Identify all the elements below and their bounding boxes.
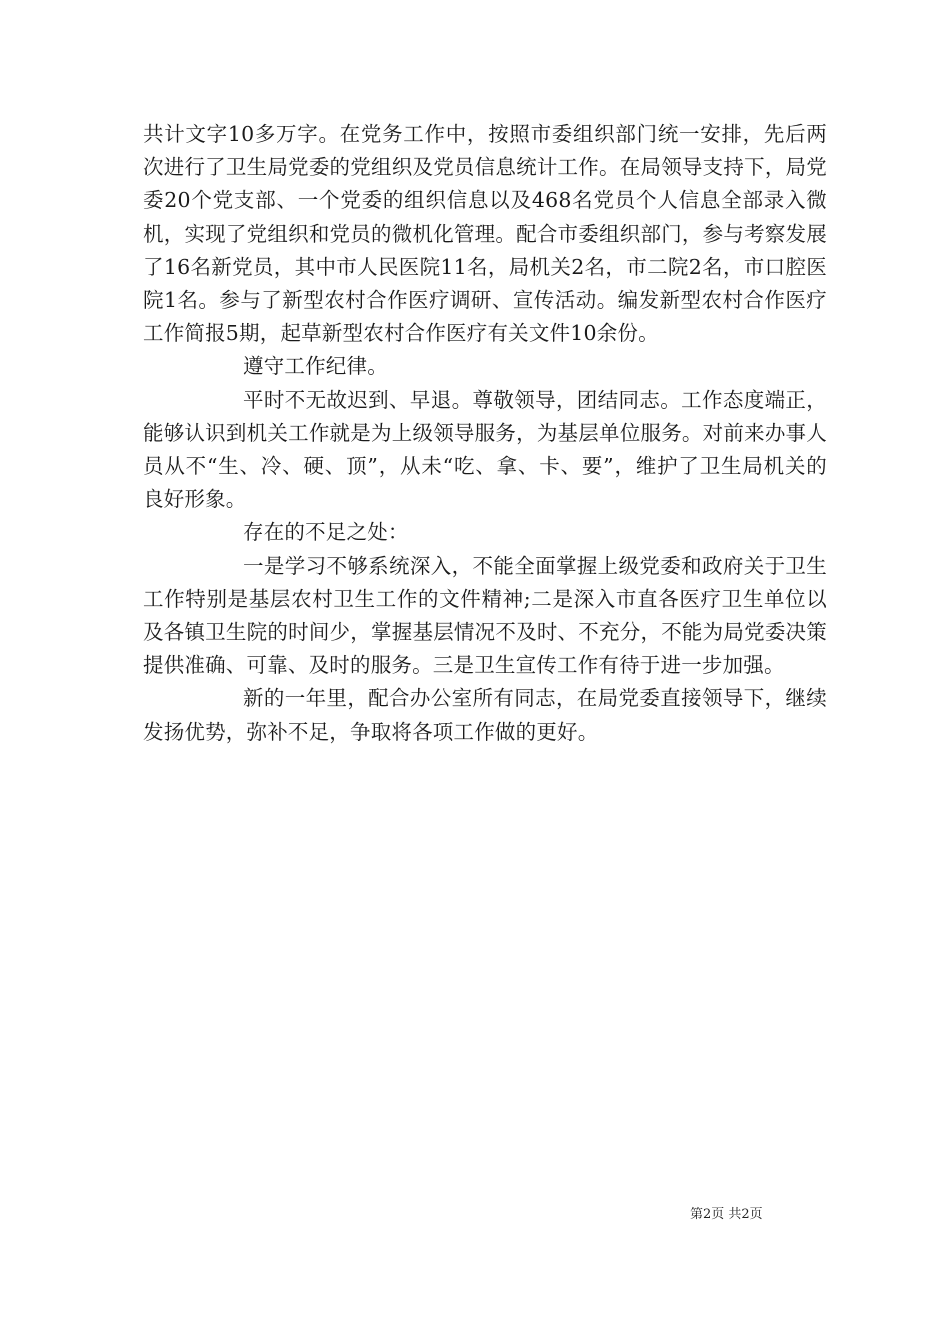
heading-work-discipline: 遵守工作纪律。 — [243, 354, 388, 379]
heading-shortcomings: 存在的不足之处： — [243, 520, 409, 545]
paragraph-new-year: 新的一年里，配合办公室所有同志，在局党委直接领导下，继续发扬优势，弥补不足，争取将各项工作做的更好。 — [143, 686, 827, 744]
page-number-footer: 第2页 共2页 — [690, 1207, 763, 1222]
paragraph-party-work: 共计文字10多万字。在党务工作中，按照市委组织部门统一安排，先后两次进行了卫生局党委的党组织及党员信息统计工作。在局领导支持下，局党委20个党支部、一个党委的组织信息以及468名党员个人信息全部录入微机，实现了党组织和党员的微机化管理。配合市委组织部门，参与考察发展了16名新党员，其中市人民医院11名，局机关2名，市二院2名，市口腔医院1名。参与了新型农村合作医疗调研、宣传活动。编发新型农村合作医疗工作简报5期，起草新型农村合作医疗有关文件10余份。 — [143, 122, 827, 346]
paragraph-work-discipline: 平时不无故迟到、早退。尊敬领导，团结同志。工作态度端正，能够认识到机关工作就是为上级领导服务，为基层单位服务。对前来办事人员从不“生、冷、硬、顶”，从未“吃、拿、卡、要”，维护了卫生局机关的良好形象。 — [143, 387, 827, 512]
paragraph-shortcomings: 一是学习不够系统深入，不能全面掌握上级党委和政府关于卫生工作特别是基层农村卫生工作的文件精神;二是深入市直各医疗卫生单位以及各镇卫生院的时间少，掌握基层情况不及时、不充分，不能为局党委决策提供准确、可靠、及时的服务。三是卫生宣传工作有待于进一步加强。 — [143, 553, 827, 678]
document-body — [143, 118, 827, 749]
